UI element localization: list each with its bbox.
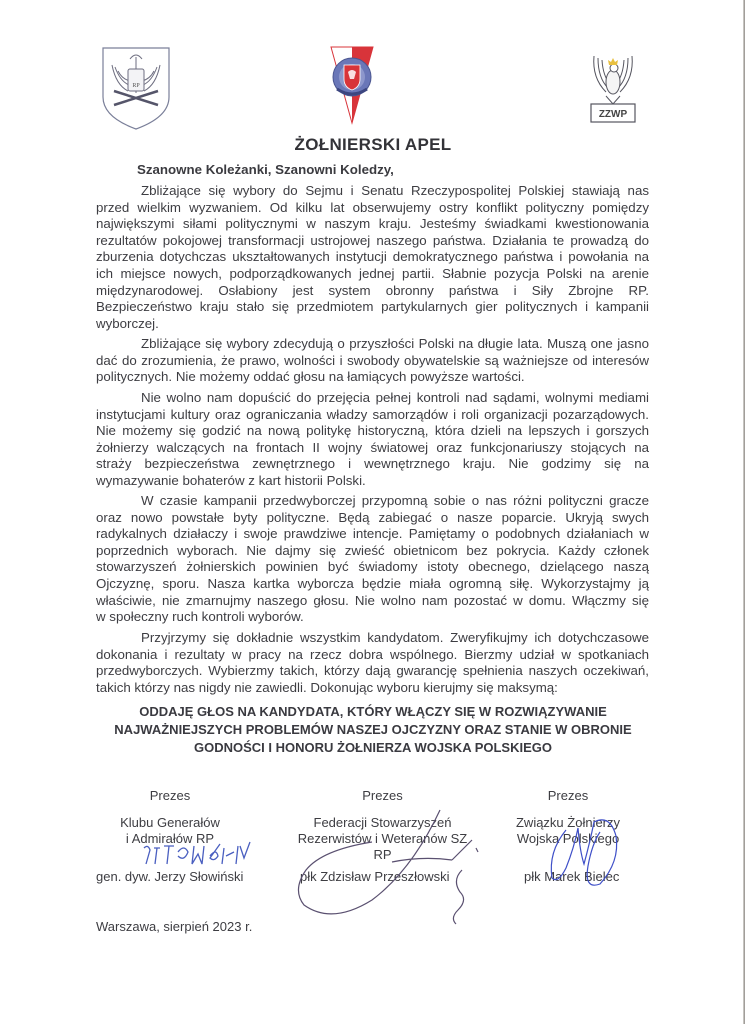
text-line: W czasie kampanii przedwyborczej przypomną sobie o nas różni polityczni gracze xyxy=(141,493,649,508)
paragraph-3 xyxy=(96,390,649,490)
signatory-role: Prezes xyxy=(149,788,191,803)
signatory-org: Rezerwistów i Weteranów SZ RP xyxy=(297,831,468,862)
signatory-role: Prezes xyxy=(362,788,403,803)
text-line: Zbliżające się wybory do Sejmu i Senatu Rzeczypospolitej Polskiej stawiają nas xyxy=(141,183,649,198)
text-line: międzynarodowej. Osłabiony jest system obronny państwa i Siły Zbrojne RP. xyxy=(96,282,649,298)
text-line: straży bezpieczeństwa zewnętrznego i wewnętrznego kraju. Nie godzimy się na xyxy=(96,456,649,472)
text-line: dać do zrozumienia, że prawo, wolności i swobody obywatelskie są ważniejsze od interesów xyxy=(96,352,649,368)
maxim-line: ODDAJĘ GŁOS NA KANDYDATA, KTÓRY WŁĄCZY SIĘ W ROZWIĄZYWANIE xyxy=(139,704,607,719)
place-date: Warszawa, sierpień 2023 r. xyxy=(96,919,253,934)
federacja-stowarzyszen-emblem xyxy=(327,45,377,125)
text-line: radykalnych działaczy i swoje prawdziwe intencje. Pamiętamy o podobnych działaniach w xyxy=(96,526,649,542)
signatory-org: Klubu Generałów xyxy=(120,815,220,830)
text-line: przed wielkim wyzwaniem. Od kilku lat obserwujemy ostry konflikt polityczny pomiędzy xyxy=(96,199,649,215)
text-line: instytucjami kultury oraz ograniczania władzy samorządów i roli organizacji pozarządowych. xyxy=(96,406,649,422)
text-line: poprzednich wyborach. Nie dajmy się zwieść obietnicom bez pokrycia. Każdy członek xyxy=(96,542,649,558)
text-line: przedwyborczych. Wybierzmy takich, którzy dają gwarancję spełnienia naszych oczekiwań, xyxy=(96,663,649,679)
text-line: Przyjrzymy się dokładnie wszystkim kandydatom. Zweryfikujmy ich dotychczasowe xyxy=(141,630,649,645)
text-line: politycznych. Nie możemy oddać głosu na łamiących powyższe wartości. xyxy=(96,369,525,385)
signatory-2-name: płk Zdzisław Przeszłowski xyxy=(300,869,450,884)
text-line: wyborczej. xyxy=(96,315,159,331)
paragraph-2 xyxy=(96,336,649,386)
paragraph-1 xyxy=(96,183,649,332)
text-line: rezultatów pokojowej transformacji ustrojowej naszego państwa. Działania te prowadzą do xyxy=(96,232,649,248)
signatory-3-name: płk Marek Bielec xyxy=(524,869,620,884)
signatory-role: Prezes xyxy=(547,788,589,803)
signatory-1 xyxy=(100,788,240,847)
signatory-org: i Admirałów RP xyxy=(125,831,215,846)
text-line: stowarzyszeń żołnierskich powinien być świadomy istoty obecnego, dzielącego naszą xyxy=(96,559,649,575)
klub-generalow-emblem xyxy=(100,45,172,131)
text-line: największymi siłami politycznymi w naszym kraju. Jesteśmy świadkami kwestionowania xyxy=(96,216,649,232)
signatory-2 xyxy=(290,788,475,863)
signatory-org: Wojska Polskiego xyxy=(516,831,620,846)
text-line: Ojczyznę, sporu. Nasza kartka wyborcza będzie miała ogromną siłę. Wykorzystajmy ją xyxy=(96,575,649,591)
svg-text:ZZWP: ZZWP xyxy=(598,109,628,120)
text-line: wymazywanie bohaterów z kart historii Polski. xyxy=(96,472,366,488)
maxim-line: NAJWAŻNIEJSZYCH PROBLEMÓW NASZEJ OJCZYZNY ORAZ STANIE W OBRONIE xyxy=(114,722,632,737)
text-line: w społeczny ruch kontroli wyborów. xyxy=(96,609,304,625)
maxim-statement xyxy=(0,703,746,757)
maxim-line: GODNOŚCI I HONORU ŻOŁNIERZA WOJSKA POLSKIEGO xyxy=(194,740,552,755)
paragraph-5 xyxy=(96,630,649,696)
text-line: Nie wolno nam dopuścić do przejęcia pełnej kontroli nad sądami, wolnymi mediami xyxy=(141,390,649,405)
document-title: ŻOŁNIERSKI APEL xyxy=(294,135,452,154)
text-line: żołnierzy walczących na frontach II wojny światowej oraz funkcjonariuszy stojących na xyxy=(96,439,649,455)
salutation: Szanowne Koleżanki, Szanowni Koledzy, xyxy=(137,162,394,177)
paragraph-4 xyxy=(96,493,649,626)
text-line: oraz nowo powstałe byty polityczne. Będą zabiegać o nasze poparcie. Ukryją swych xyxy=(96,509,649,525)
text-line: Nie możemy się godzić na nową politykę historyczną, która dzieli na lepszych i gorszych xyxy=(96,423,649,439)
svg-text:RP: RP xyxy=(132,83,140,89)
signatory-3 xyxy=(498,788,638,847)
text-line: ich miejsce nowych, podporządkowanych jednej partii. Słabnie pozycja Polski na arenie xyxy=(96,265,649,281)
text-line: dokonania i rezultaty w pracy na rzecz dobra wspólnego. Bierzmy udział w spotkaniach xyxy=(96,646,649,662)
signatory-org: Federacji Stowarzyszeń xyxy=(313,815,452,830)
zzwp-emblem xyxy=(588,48,638,124)
signatory-1-name: gen. dyw. Jerzy Słowiński xyxy=(96,869,244,884)
text-line: Zbliżające się wybory zdecydują o przyszłości Polski na długie lata. Muszą one jasno xyxy=(141,336,649,351)
text-line: właściwie, nie zmarnujmy naszego głosu. Nie wolno nam pozostać w domu. Włączmy się xyxy=(96,592,649,608)
text-line: takich którzy nas nigdy nie zawiedli. Dokonując wyboru kierujmy się maksymą: xyxy=(96,679,558,695)
text-line: zburzenia dotychczas ukształtowanych instytucji demokratycznego państwa i powołania na xyxy=(96,249,649,265)
signatory-org: Związku Żołnierzy xyxy=(515,815,621,830)
text-line: Bezpieczeństwo kraju stało się przedmiotem partykularnych gier politycznych i kampanii xyxy=(96,299,649,315)
